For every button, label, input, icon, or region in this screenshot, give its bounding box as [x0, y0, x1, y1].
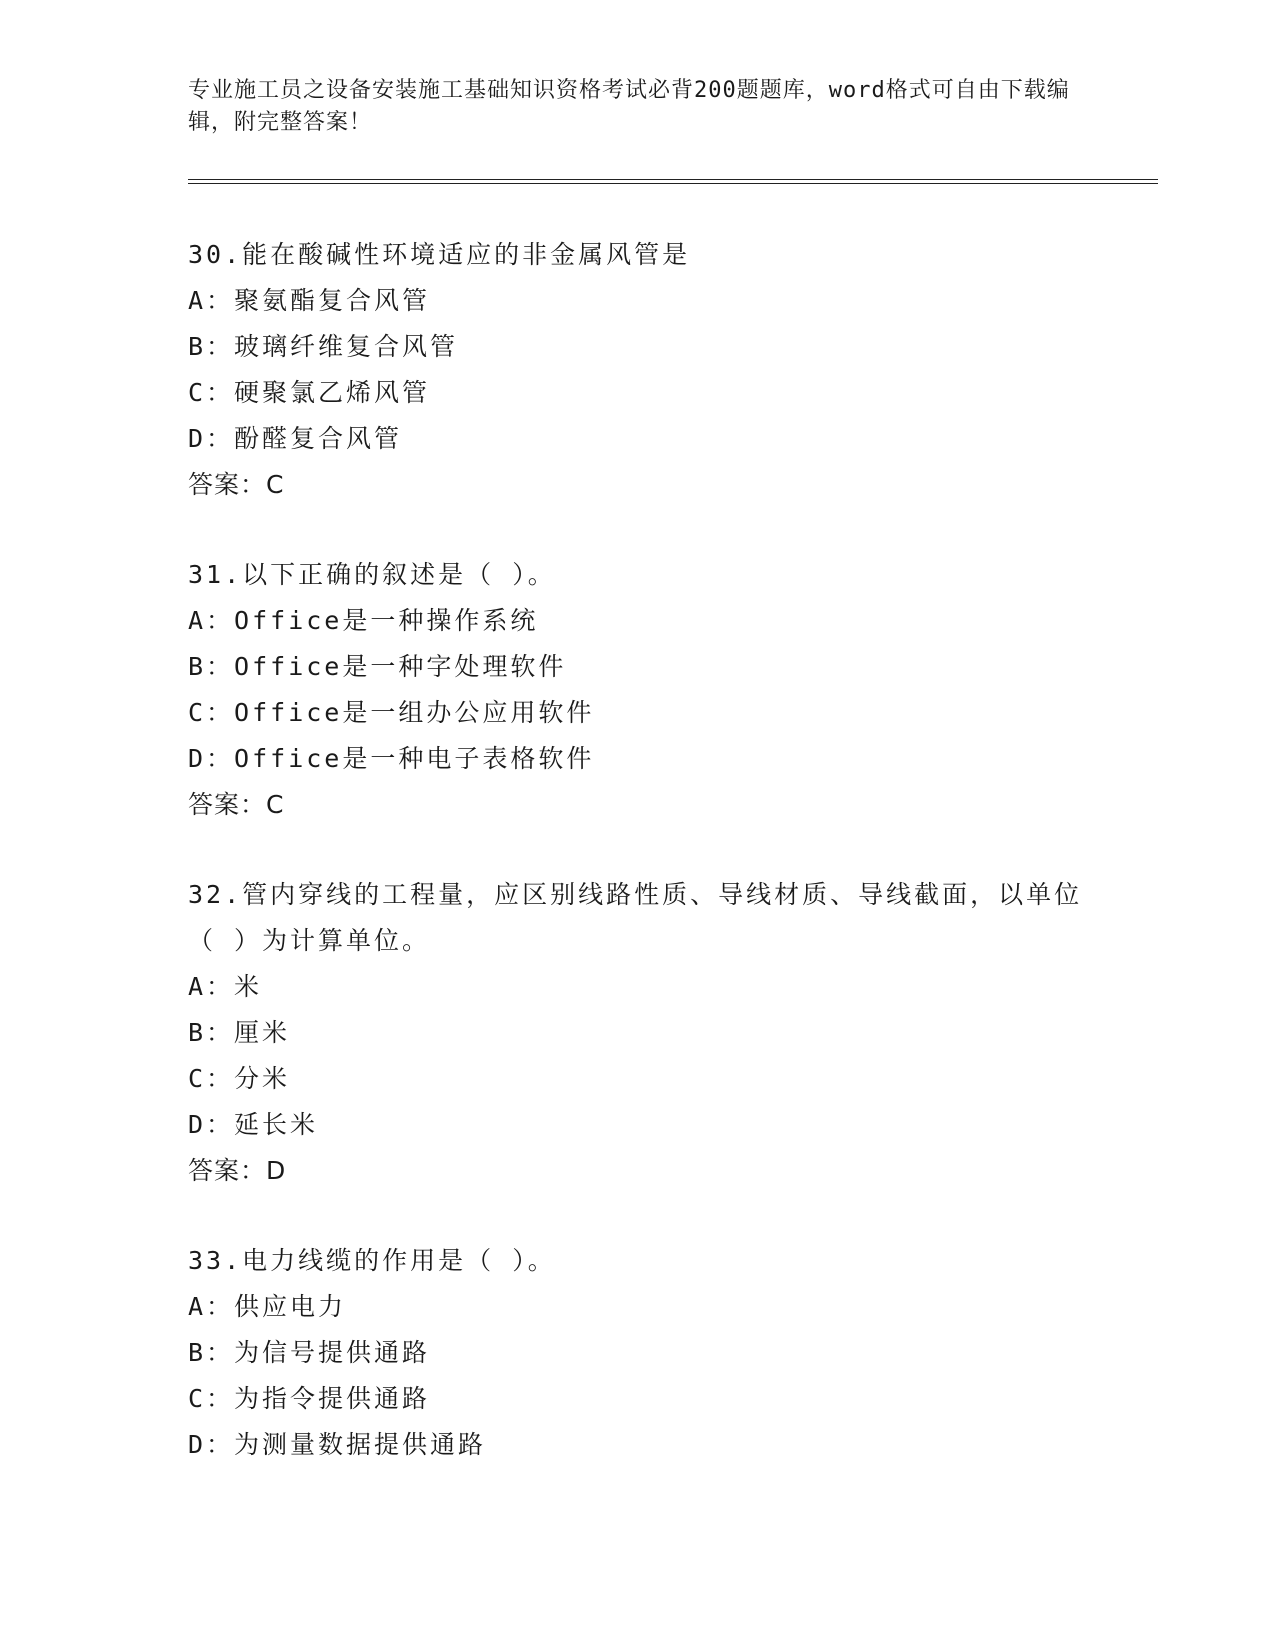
- option-b: B：为信号提供通路: [188, 1338, 431, 1367]
- question-stem: 33.电力线缆的作用是（ ）。: [188, 1246, 556, 1275]
- header-title: 专业施工员之设备安装施工基础知识资格考试必背200题题库，word格式可自由下载编辑，附完整答案！: [188, 78, 1070, 135]
- answer-line: 答案：C: [188, 790, 285, 819]
- option-a: A：米: [188, 972, 263, 1001]
- option-c: C：为指令提供通路: [188, 1384, 431, 1413]
- question-32: [188, 872, 1088, 1194]
- question-stem: 32.管内穿线的工程量，应区别线路性质、导线材质、导线截面，以单位（ ）为计算单位。: [188, 880, 1083, 955]
- question-list: [188, 232, 1088, 1512]
- option-b: B：玻璃纤维复合风管: [188, 332, 459, 361]
- question-stem: 31.以下正确的叙述是（ ）。: [188, 560, 556, 589]
- answer-line: 答案：D: [188, 1156, 287, 1185]
- option-b: B：Office是一种字处理软件: [188, 652, 567, 681]
- header-divider-bottom: [188, 183, 1158, 184]
- option-c: C：分米: [188, 1064, 291, 1093]
- option-d: D：酚醛复合风管: [188, 424, 403, 453]
- option-a: A：Office是一种操作系统: [188, 606, 539, 635]
- option-d: D：延长米: [188, 1110, 319, 1139]
- option-d: D：为测量数据提供通路: [188, 1430, 487, 1459]
- header-divider-top: [188, 179, 1158, 180]
- question-31: [188, 552, 1088, 828]
- answer-line: 答案：C: [188, 470, 285, 499]
- question-30: [188, 232, 1088, 508]
- question-stem: 30.能在酸碱性环境适应的非金属风管是: [188, 240, 691, 269]
- option-c: C：硬聚氯乙烯风管: [188, 378, 431, 407]
- option-a: A：聚氨酯复合风管: [188, 286, 431, 315]
- option-a: A：供应电力: [188, 1292, 347, 1321]
- question-33: [188, 1238, 1088, 1468]
- option-d: D：Office是一种电子表格软件: [188, 744, 595, 773]
- option-c: C：Office是一组办公应用软件: [188, 698, 595, 727]
- document-header: [188, 75, 1088, 139]
- option-b: B：厘米: [188, 1018, 291, 1047]
